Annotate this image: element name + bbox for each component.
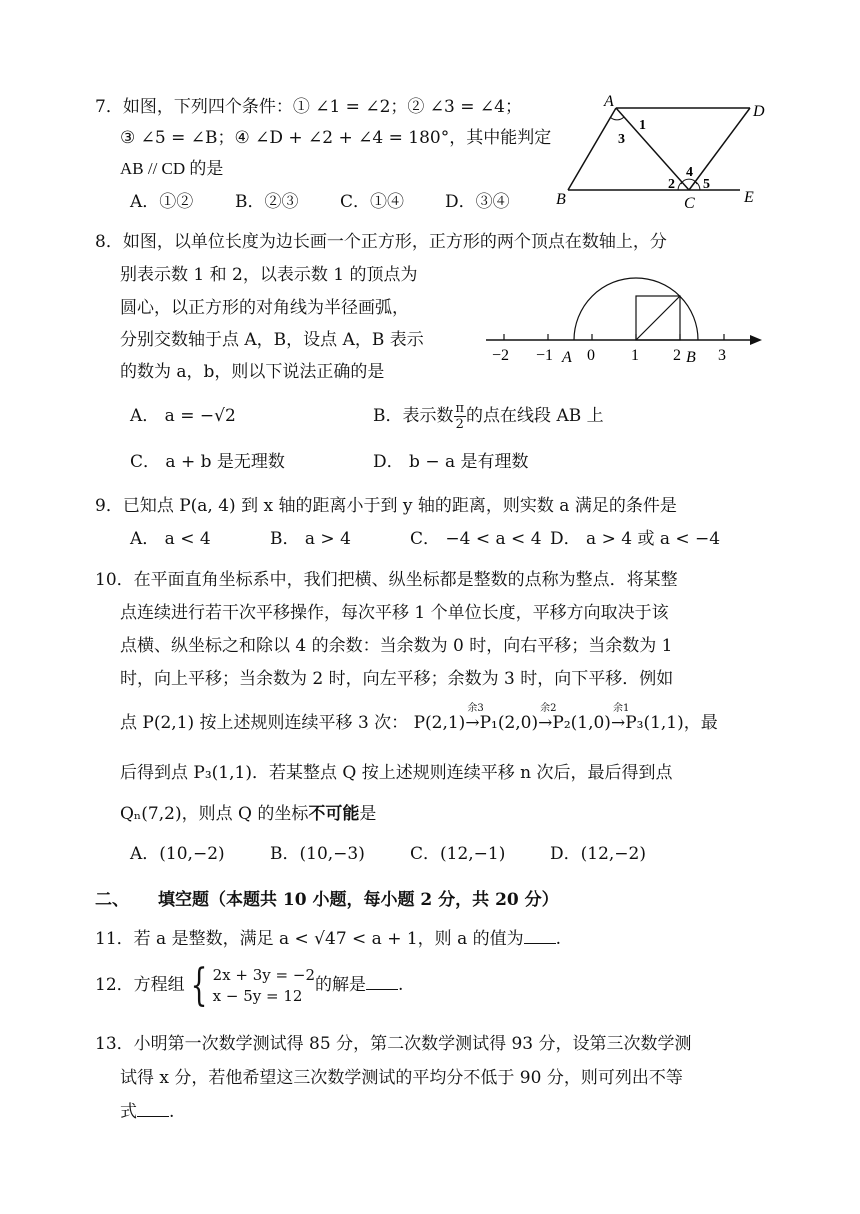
q8-pi-fraction	[454, 401, 467, 432]
q8-option-c: C． a + b 是无理数	[130, 452, 285, 472]
q13-line3-pre: 式	[120, 1102, 137, 1122]
fig8-tick-2: 2	[673, 347, 681, 364]
q8-option-d: D． b − a 是有理数	[373, 452, 529, 472]
q10-arrow-label-2: 余2	[540, 703, 557, 714]
fig7-angle-1: 1	[639, 118, 646, 133]
q10-line5-post: ，最	[683, 713, 718, 733]
q8-option-a: A． a = −√2	[130, 406, 236, 426]
fig7-angle-5: 5	[703, 177, 710, 192]
q10-line7-post: 是	[359, 804, 377, 824]
q9-option-a: A． a < 4	[130, 529, 211, 549]
q8-line3: 圆心，以正方形的对角线为半径画弧，	[120, 298, 409, 318]
q10-line1: 10．在平面直角坐标系中，我们把横、纵坐标都是整数的点称为整点．将某整	[95, 570, 678, 590]
q13-answer-blank[interactable]	[137, 1100, 169, 1117]
q7-option-c: C．①④	[340, 192, 405, 212]
q10-chain-p1: P₁(2,0)	[479, 713, 539, 733]
q7-line1: 7．如图，下列四个条件：① ∠1 = ∠2；② ∠3 = ∠4；	[95, 97, 522, 117]
q11-end: .	[555, 929, 562, 949]
q8-number-line-figure	[480, 276, 770, 376]
q8-fraction-denominator: 2	[455, 417, 464, 432]
q12-post: 的解是	[314, 975, 366, 995]
q10-option-c: C．(12,−1)	[410, 844, 506, 864]
q8-line5: 的数为 a，b，则以下说法正确的是	[120, 362, 385, 382]
q10-line5	[120, 703, 718, 734]
fig8-tick-0: 0	[587, 347, 595, 364]
q10-chain-p: P(2,1)	[413, 713, 466, 733]
q13-end: .	[169, 1102, 175, 1122]
q8-line1: 8．如图，以单位长度为边长画一个正方形，正方形的两个顶点在数轴上，分	[95, 232, 667, 252]
q9-option-d: D． a > 4 或 a < −4	[550, 529, 721, 549]
q10-line6: 后得到点 P₃(1,1)．若某整点 Q 按上述规则连续平移 n 次后，最后得到点	[120, 763, 673, 783]
q10-option-a: A．(10,−2)	[130, 844, 225, 864]
q10-arrow-label-1: 余3	[467, 703, 484, 714]
q12-equation-2: x − 5y = 12	[212, 986, 303, 1005]
q8-option-b	[373, 396, 604, 436]
q10-arrow-1: → 余3	[465, 712, 479, 734]
q12-brace: {	[190, 959, 208, 1011]
fig8-tick-3: 3	[718, 347, 726, 364]
q10-chain-p2: P₂(1,0)	[552, 713, 611, 733]
q7-line3: AB // CD 的是	[120, 159, 224, 178]
fig8-tick-1: 1	[631, 347, 639, 364]
q10-option-d: D．(12,−2)	[550, 844, 646, 864]
q13-line1: 13．小明第一次数学测试得 85 分，第二次数学测试得 93 分，设第三次数学测	[95, 1034, 692, 1054]
q11-text: 11．若 a 是整数，满足 a < √47 < a + 1，则 a 的值为	[95, 929, 524, 949]
fig7-label-b: B	[556, 191, 566, 208]
q10-line2: 点连续进行若干次平移操作，每次平移 1 个单位长度，平移方向取决于该	[120, 603, 669, 623]
q7-option-b: B．②③	[235, 192, 299, 212]
section-2-title: 填空题（本题共 10 小题，每小题 2 分，共 20 分）	[158, 890, 559, 910]
fig8-tick-neg1: −1	[536, 347, 554, 364]
q11	[95, 927, 561, 950]
q10-line7-pre: Qₙ(7,2)，则点 Q 的坐标	[120, 804, 309, 824]
q7-option-d: D．③④	[445, 192, 510, 212]
q11-answer-blank[interactable]	[524, 927, 556, 944]
q10-arrow-label-3: 余1	[612, 703, 630, 714]
q8-option-b-post: 的点在线段 AB 上	[466, 406, 604, 426]
q8-line2: 别表示数 1 和 2，以表示数 1 的顶点为	[120, 265, 418, 285]
q12-equation-system	[213, 965, 315, 1007]
fig7-label-d: D	[753, 103, 765, 120]
q12-text: 12．方程组	[95, 975, 185, 995]
q10-line5-pre: 点 P(2,1) 按上述规则连续平移 3 次：	[120, 713, 409, 733]
fig8-label-b: B	[686, 349, 696, 366]
q7-option-a: A．①②	[130, 192, 194, 212]
q12-end: .	[397, 975, 404, 995]
q10-arrow-3: → 余1	[611, 712, 625, 734]
q10-line7	[120, 803, 376, 825]
q9-option-b: B． a > 4	[270, 529, 351, 549]
q8-option-b-pre: B．表示数	[373, 406, 454, 426]
q10-line7-bold: 不可能	[308, 804, 360, 824]
fig8-tick-neg2: −2	[492, 347, 510, 364]
q9-option-c: C． −4 < a < 4	[410, 529, 542, 549]
q13-line3	[120, 1100, 174, 1123]
q8-fraction-numerator: π	[455, 401, 465, 416]
fig7-label-c: C	[684, 195, 695, 212]
fig7-label-e: E	[744, 189, 754, 206]
q10-line3: 点横、纵坐标之和除以 4 的余数：当余数为 0 时，向右平移；当余数为 1	[120, 636, 673, 656]
q12	[95, 960, 403, 1010]
q7-parallel-lines-figure	[556, 92, 780, 212]
q13-line2: 试得 x 分，若他希望这三次数学测试的平均分不低于 90 分，则可列出不等	[120, 1068, 683, 1088]
q8-line4: 分别交数轴于点 A，B，设点 A，B 表示	[120, 330, 424, 350]
q10-chain-p3: P₃(1,1)	[625, 713, 684, 733]
q7-line2: ③ ∠5 = ∠B；④ ∠D + ∠2 + ∠4 = 180°，其中能判定	[120, 128, 552, 148]
fig7-angle-2: 2	[668, 177, 675, 192]
q12-equation-1: 2x + 3y = −2	[212, 965, 315, 984]
q9-line1: 9．已知点 P(a, 4) 到 x 轴的距离小于到 y 轴的距离，则实数 a 满足的条件是	[95, 496, 677, 516]
section-2-number: 二、	[95, 890, 129, 910]
q10-option-b: B．(10,−3)	[270, 844, 365, 864]
fig7-angle-3: 3	[618, 132, 625, 147]
q10-line4: 时，向上平移；当余数为 2 时，向左平移；余数为 3 时，向下平移．例如	[120, 669, 674, 689]
q12-answer-blank[interactable]	[366, 973, 398, 990]
fig7-angle-4: 4	[686, 165, 693, 180]
fig8-label-a: A	[562, 349, 572, 366]
fig7-label-a: A	[604, 93, 614, 110]
q10-arrow-2: → 余2	[538, 712, 552, 734]
